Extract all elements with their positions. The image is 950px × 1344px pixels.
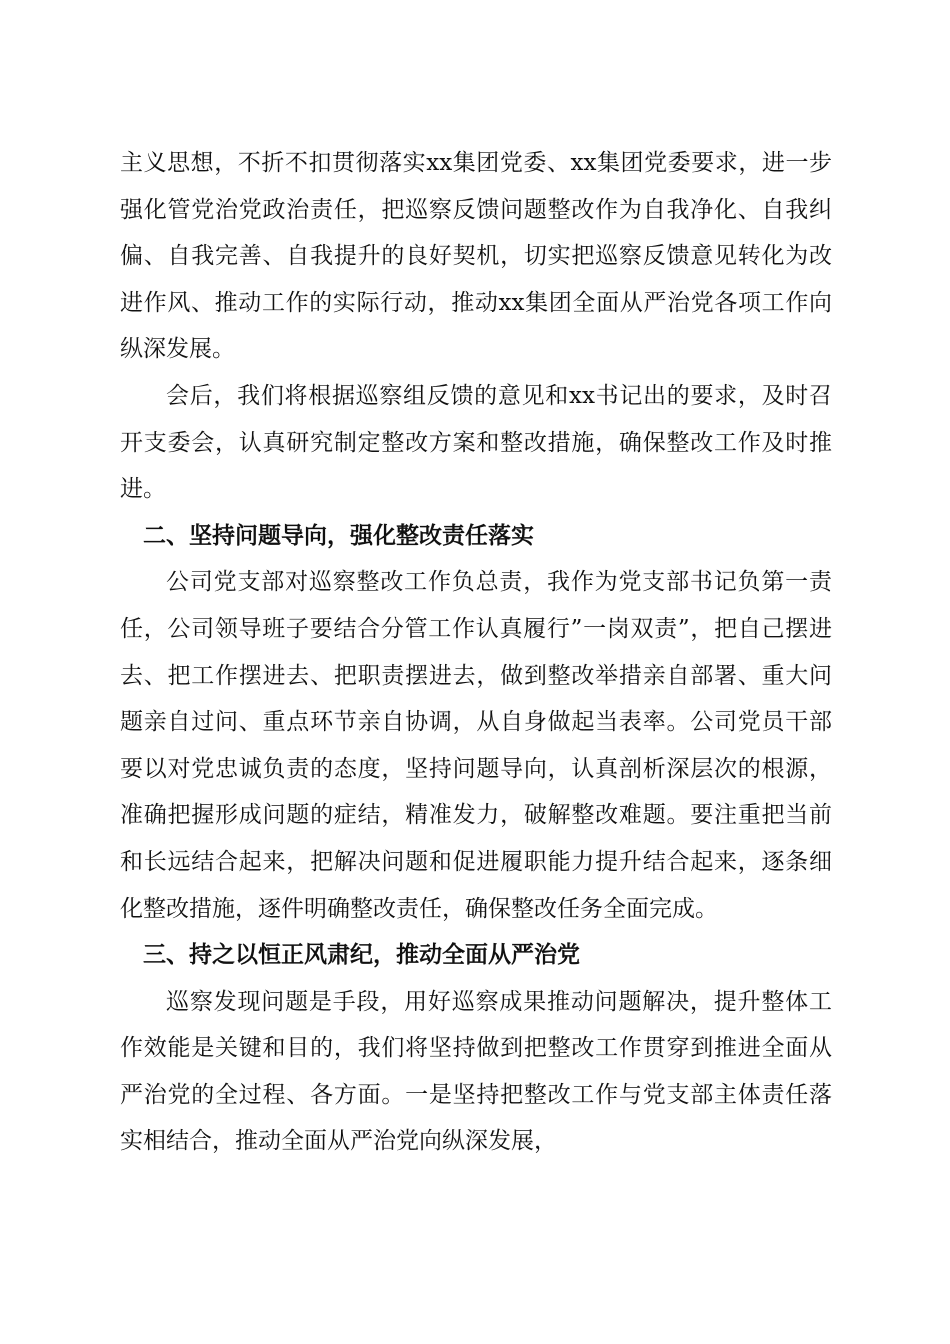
body-paragraph-responsibility: 公司党支部对巡察整改工作负总责，我作为党支部书记负第一责任，公司领导班子要结合分管工作认真履行”一岗双责”，把自己摆进去、把工作摆进去、把职责摆进去，做到整改举措亲自部署、重大问题亲自过问、重点环节亲自协调，从自身做起当表率。公司党员干部要以对党忠诚负责的态度，坚持问题导向，认真剖析深层次的根源，准确把握形成问题的症结，精准发力，破解整改难题。要注重把当前和长远结合起来，把解决问题和促进履职能力提升结合起来，逐条细化整改措施，逐件明确整改责任，确保整改任务全面完成。 — [120, 569, 832, 922]
section-heading-2: 二、坚持问题导向，强化整改责任落实 — [143, 522, 534, 549]
body-paragraph-continued: 主义思想，不折不扣贯彻落实xx集团党委、xx集团党委要求，进一步强化管党治党政治责任，把巡察反馈问题整改作为自我净化、自我纠偏、自我完善、自我提升的良好契机，切实把巡察反馈意见转化为改进作风、推动工作的实际行动，推动xx集团全面从严治党各项工作向纵深发展。 — [120, 150, 832, 363]
body-paragraph-inspection: 巡察发现问题是手段，用好巡察成果推动问题解决，提升整体工作效能是关键和目的，我们将坚持做到把整改工作贯穿到推进全面从严治党的全过程、各方面。一是坚持把整改工作与党支部主体责任落实相结合，推动全面从严治党向纵深发展， — [120, 988, 832, 1155]
section-heading-3: 三、持之以恒正风肃纪，推动全面从严治党 — [143, 942, 580, 969]
document-body — [120, 140, 832, 1165]
body-paragraph-meeting-followup: 会后，我们将根据巡察组反馈的意见和xx书记出的要求，及时召开支委会，认真研究制定整改方案和整改措施，确保整改工作及时推进。 — [120, 382, 832, 503]
